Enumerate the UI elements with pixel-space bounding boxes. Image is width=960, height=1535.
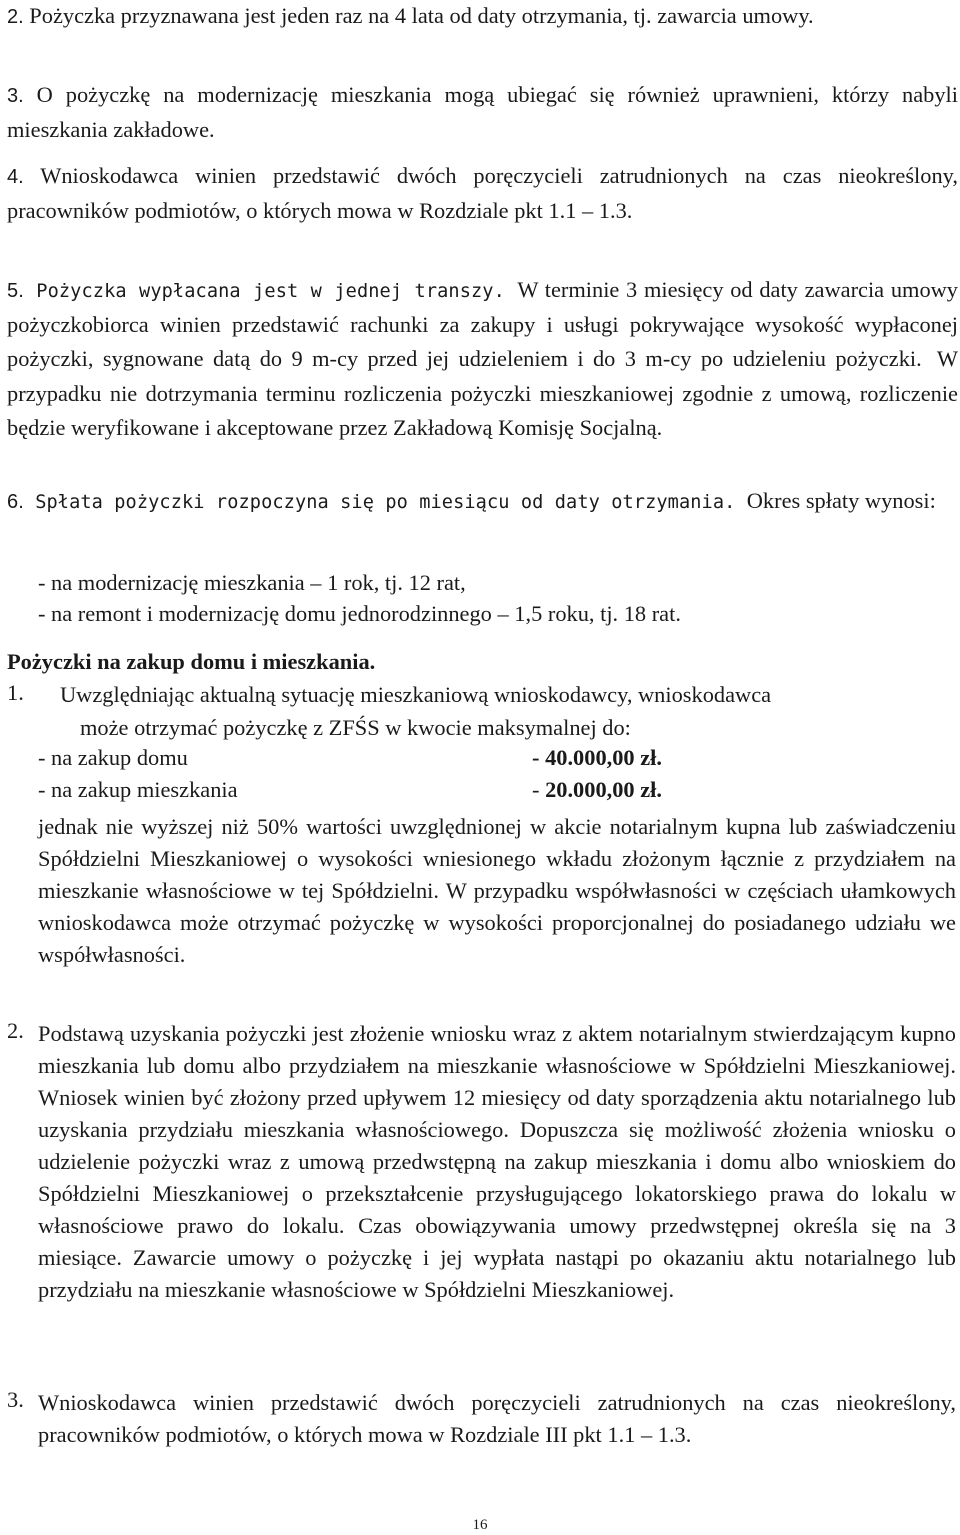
limit-value: 40.000,00 zł. (545, 745, 662, 770)
list-item-3 (7, 78, 958, 146)
section-heading: Pożyczki na zakup domu i mieszkania. (7, 649, 376, 674)
item-text: Okres spłaty wynosi: (746, 488, 936, 513)
repayment-bullet-1: - na modernizację mieszkania – 1 rok, tj. 12 rat, (38, 570, 466, 595)
item-text-lead: Spłata pożyczki rozpoczyna się po miesiącu od daty otrzymania. (35, 492, 736, 513)
item-number: 4. (7, 166, 24, 188)
item-number: 2. (7, 6, 24, 28)
paragraph-1-number: 1. (7, 680, 24, 705)
paragraph-1-intro-1: Uwzględniając aktualną sytuację mieszkaniową wnioskodawcy, wnioskodawca (60, 682, 772, 707)
limit-label: - na zakup domu (38, 745, 188, 770)
limit-dash: - (532, 777, 546, 802)
item-text-lead: Pożyczka wypłacana jest w jednej transzy. (36, 281, 505, 302)
limit-value: 20.000,00 zł. (545, 777, 662, 802)
paragraph-1-intro-2: może otrzymać pożyczkę z ZFŚS w kwocie maksymalnej do: (80, 715, 631, 740)
item-text-continued: W przypadku nie dotrzymania terminu rozliczenia pożyczki mieszkaniowej zgodnie z umową, rozliczenie będzie weryfikowane i akceptowane przez Zakładową Komisję Socjalną. (7, 346, 958, 440)
item-text: Pożyczka przyznawana jest jeden raz na 4 lata od daty otrzymania, tj. zawarcia umowy. (29, 3, 814, 28)
limit-amount (532, 777, 662, 803)
item-text: O pożyczkę na modernizację mieszkania mogą ubiegać się również uprawnieni, którzy nabyli mieszkania zakładowe. (7, 82, 958, 142)
paragraph-2-number: 2. (7, 1018, 24, 1043)
page-number: 16 (472, 1517, 488, 1533)
item-text: W terminie 3 miesięcy od daty zawarcia umowy pożyczkobiorca winien przedstawić rachunki za zakupy i usługi pokrywające wysokość wypłaconej pożyczki, sygnowane datą do 9 m-cy przed jej udzieleniem i do 3 m-cy po udzieleniu pożyczki. (7, 277, 958, 371)
paragraph-2-body: Podstawą uzyskania pożyczki jest złożenie wniosku wraz z aktem notarialnym stwierdzającym kupno mieszkania lub domu albo przydziałem na mieszkanie własnościowe w Spółdzielni Mieszkaniowej. Wniosek winien być złożony przed upływem 12 miesięcy od daty sporządzenia aktu notarialnego lub uzyskania przydziału mieszkania własnościowego. Dopuszcza się możliwość złożenia wniosku o udzielenie pożyczki wraz z umową przedwstępną na zakup mieszkania i domu albo wnioskiem do Spółdzielni Mieszkaniowej o przekształcenie przysługującego lokatorskiego prawa do lokalu w własnościowe prawo do lokalu. Czas obowiązywania umowy przedwstępnej określa się na 3 miesiące. Zawarcie umowy o pożyczkę i jej wypłata nastąpi po okazaniu aktu notarialnego lub przydziału na mieszkanie własnościowe w Spółdzielni Mieszkaniowej. (38, 1021, 956, 1302)
item-text: Wnioskodawca winien przedstawić dwóch poręczycieli zatrudnionych na czas nieokreślony, pracowników podmiotów, o których mowa w Rozdziale pkt 1.1 – 1.3. (7, 163, 958, 223)
list-item-4 (7, 159, 958, 227)
limit-label: - na zakup mieszkania (38, 777, 238, 802)
repayment-bullet-2: - na remont i modernizację domu jednorodzinnego – 1,5 roku, tj. 18 rat. (38, 601, 681, 626)
item-number: 3. (7, 85, 24, 107)
paragraph-3-body: Wnioskodawca winien przedstawić dwóch poręczycieli zatrudnionych na czas nieokreślony, pracowników podmiotów, o których mowa w Rozdziale III pkt 1.1 – 1.3. (38, 1390, 956, 1447)
limit-row-flat (38, 777, 662, 803)
paragraph-1-body: jednak nie wyższej niż 50% wartości uwzględnionej w akcie notarialnym kupna lub zaświadczeniu Spółdzielni Mieszkaniowej o wysokości wniesionego wkładu złożonym łącznie z przydziałem na mieszkanie własnościowe w tej Spółdzielni. W przypadku współwłasności w częściach ułamkowych wnioskodawca może otrzymać pożyczkę w wysokości proporcjonalnej do posiadanego udziału we współwłasności. (38, 814, 956, 967)
limit-amount (532, 745, 662, 771)
item-number: 6. (7, 491, 24, 513)
item-number: 5. (7, 280, 24, 302)
limit-row-house (38, 745, 662, 771)
paragraph-3-number: 3. (7, 1387, 24, 1412)
list-item-2 (7, 0, 958, 34)
limit-dash: - (532, 745, 546, 770)
list-item-5 (7, 274, 958, 447)
list-item-6 (7, 484, 958, 519)
